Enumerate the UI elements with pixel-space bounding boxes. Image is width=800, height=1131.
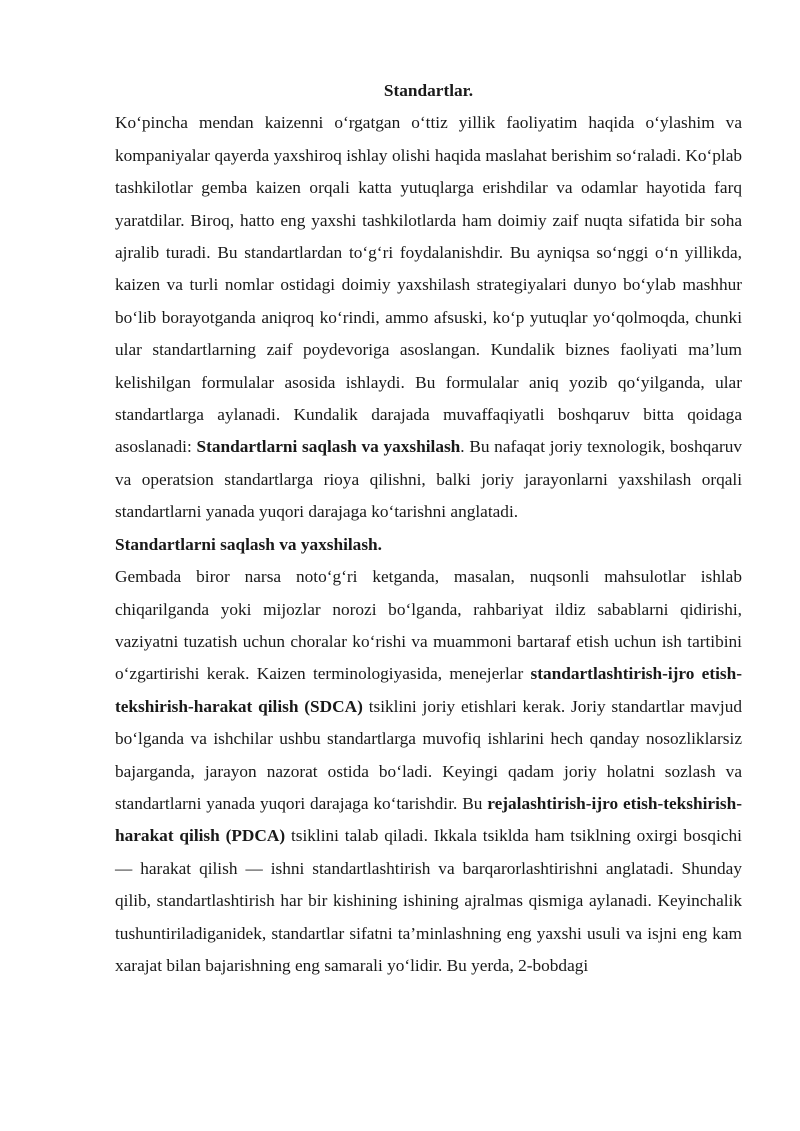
body-paragraph [115,561,742,982]
pdca-bold-phrase: rejalashtirish-ijro etish-tekshirish-harakat qilish (PDCA) [115,793,742,846]
body-text-3: tsiklini talab qiladi. Ikkala tsiklda ham tsiklning oxirgi bosqichi — harakat qilish — ishni standartlashtirish va barqarorlashtirishni anglatadi. Shunday qilib, standartlashtirish har bir kishining ishining ajralmas qismiga aylanadi. Keyinchalik tushuntiriladiganidek, standartlar sifatni ta’minlashning eng yaxshi usuli va isjni eng kam xarajat bilan bajarishning eng samarali yo‘lidir. Bu yerda, 2-bobdagi [115,826,742,975]
section-heading: Standartlarni saqlash va yaxshilash. [115,534,382,554]
document-title: Standartlar. [383,81,474,100]
intro-text-1: Ko‘pincha mendan kaizenni o‘rgatgan o‘ttiz yillik faoliyatim haqida o‘ylashim va kompaniyalar qayerda yaxshiroq ishlay olishi haqida maslahat berishim so‘raladi. Ko‘plab tashkilotlar gemba kaizen orqali katta yutuqlarga erishdilar va odamlar hayotida farq yaratdilar. Biroq, hatto eng yaxshi tashkilotlarda ham doimiy zaif nuqta sifatida bir soha ajralib turadi. Bu standartlardan to‘g‘ri foydalanishdir. Bu ayniqsa so‘nggi o‘n yillikda, kaizen va turli nomlar ostidagi doimiy yaxshilash strategiyalari dunyo bo‘ylab mashhur bo‘lib borayotganda aniqroq ko‘rindi, ammo afsuski, ko‘p yutuqlar yo‘qolmoqda, chunki ular standartlarning zaif poydevoriga asoslangan. Kundalik biznes faoliyati ma’lum kelishilgan formulalar asosida ishlaydi. Bu formulalar aniq yozib qo‘yilganda, ular standartlarga aylanadi. Kundalik darajada muvaffaqiyatli boshqaruv bitta qoidaga asoslanadi: [115,113,742,457]
intro-paragraph [115,107,742,528]
document-page [115,75,742,982]
body-text-1: Gembada biror narsa noto‘g‘ri ketganda, masalan, nuqsonli mahsulotlar ishlab chiqarilganda yoki mijozlar norozi bo‘lganda, rahbariyat ildiz sabablarni qidirishi, vaziyatni tuzatish uchun choralar ko‘rishi va muammoni bartaraf etish uchun ish tartibini o‘zgartirishi kerak. Kaizen terminologiyasida, menejerlar [115,567,742,684]
intro-text-2: . Bu nafaqat joriy texnologik, boshqaruv va operatsion standartlarga rioya qilishni, balki joriy jarayonlarni yaxshilash orqali standartlarni yanada yuqori darajaga ko‘tarishni anglatadi. [115,437,743,522]
body-text-2: tsiklini joriy etishlari kerak. Joriy standartlar mavjud bo‘lganda va ishchilar ushbu standartlarga muvofiq ishlarini hech qanday nosozliklarsiz bajarganda, jarayon nazorat ostida bo‘ladi. Keyingi qadam joriy holatni sozlash va standartlarni yanada yuqori darajaga ko‘tarishdir. Bu [115,696,742,813]
intro-bold-phrase: Standartlarni saqlash va yaxshilash [196,437,461,457]
sdca-bold-phrase: standartlashtirish-ijro etish-tekshirish-harakat qilish (SDCA) [115,664,742,716]
